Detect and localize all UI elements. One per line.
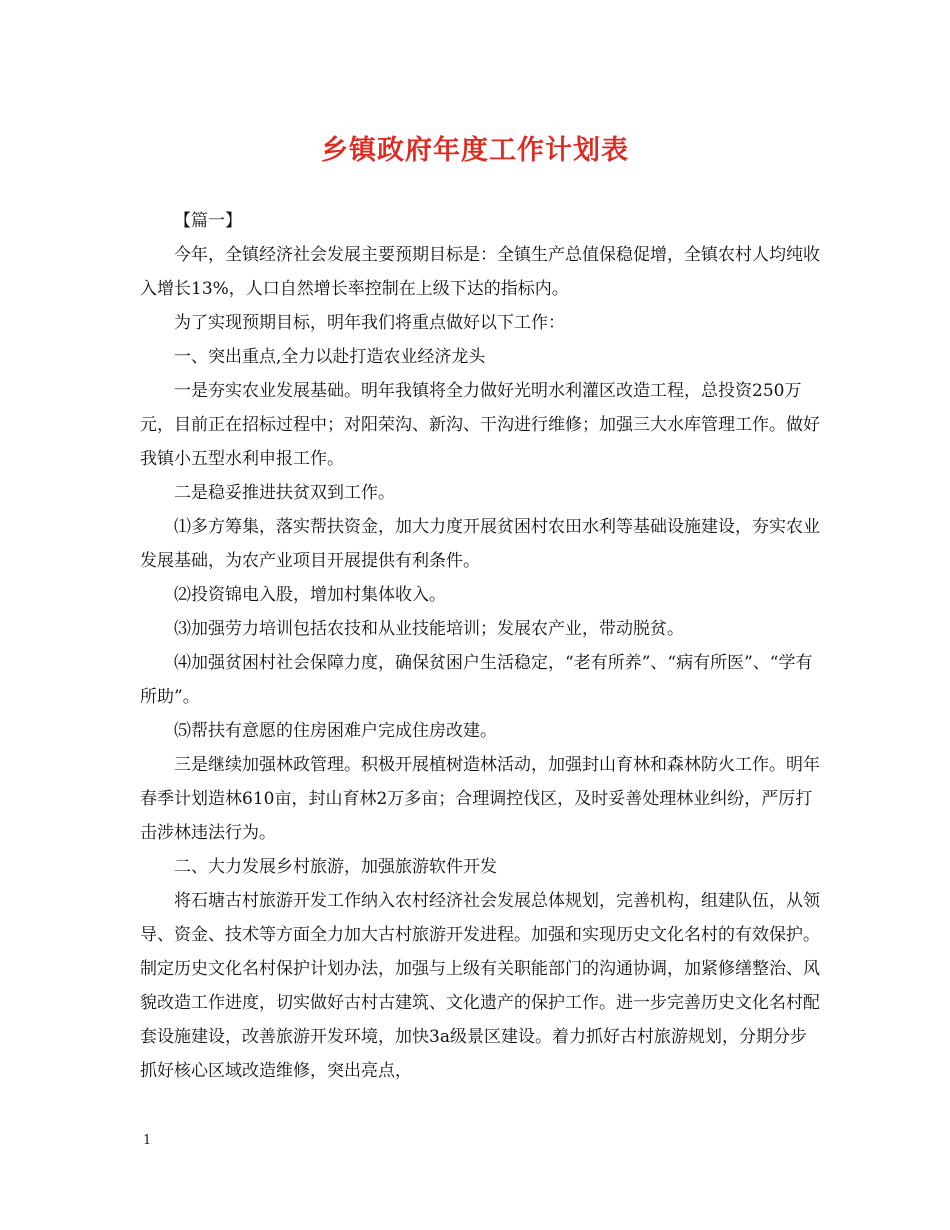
list-item-4: ⑷加强贫困村社会保障力度，确保贫困户生活稳定，“老有所养”、“病有所医”、“学有所助”。 <box>140 653 813 707</box>
document-body <box>140 204 820 1088</box>
page-title: 乡镇政府年度工作计划表 <box>321 135 629 166</box>
heading-2: 二、大力发展乡村旅游，加强旅游软件开发 <box>174 857 497 877</box>
list-item-2: ⑵投资锦电入股，增加村集体收入。 <box>174 585 446 605</box>
section-label: 【篇一】 <box>174 211 242 231</box>
paragraph-tourism: 将石塘古村旅游开发工作纳入农村经济社会发展总体规划，完善机构，组建队伍，从领导、资金、技术等方面全力加大古村旅游开发进程。加强和实现历史文化名村的有效保护。制定历史文化名村保护计划办法，加强与上级有关职能部门的沟通协调，加紧修缮整治、风貌改造工作进度，切实做好古村古建筑、文化遗产的保护工作。进一步完善历史文化名村配套设施建设，改善旅游开发环境，加快3a级景区建设。着力抓好古村旅游规划，分期分步抓好核心区域改造维修，突出亮点， <box>140 891 820 1081</box>
paragraph-poverty: 二是稳妥推进扶贫双到工作。 <box>174 483 395 503</box>
list-item-5: ⑸帮扶有意愿的住房困难户完成住房改建。 <box>174 721 497 741</box>
list-item-1: ⑴多方筹集，落实帮扶资金，加大力度开展贫困村农田水利等基础设施建设，夯实农业发展基础，为农产业项目开展提供有利条件。 <box>140 517 820 571</box>
heading-1: 一、突出重点,全力以赴打造农业经济龙头 <box>174 347 486 367</box>
paragraph-lead: 为了实现预期目标，明年我们将重点做好以下工作： <box>174 313 565 333</box>
list-item-3: ⑶加强劳力培训包括农技和从业技能培训；发展农产业，带动脱贫。 <box>174 619 684 639</box>
paragraph-agri: 一是夯实农业发展基础。明年我镇将全力做好光明水利灌区改造工程，总投资250万元，目前正在招标过程中；对阳荣沟、新沟、干沟进行维修；加强三大水库管理工作。做好我镇小五型水利申报工作。 <box>140 381 820 469</box>
page-number: 1 <box>143 1133 152 1148</box>
paragraph-forestry: 三是继续加强林政管理。积极开展植树造林活动，加强封山育林和森林防火工作。明年春季计划造林610亩，封山育林2万多亩；合理调控伐区，及时妥善处理林业纠纷，严厉打击涉林违法行为。 <box>140 755 820 843</box>
paragraph-intro: 今年，全镇经济社会发展主要预期目标是：全镇生产总值保稳促增，全镇农村人均纯收入增长13%，人口自然增长率控制在上级下达的指标内。 <box>140 245 820 299</box>
